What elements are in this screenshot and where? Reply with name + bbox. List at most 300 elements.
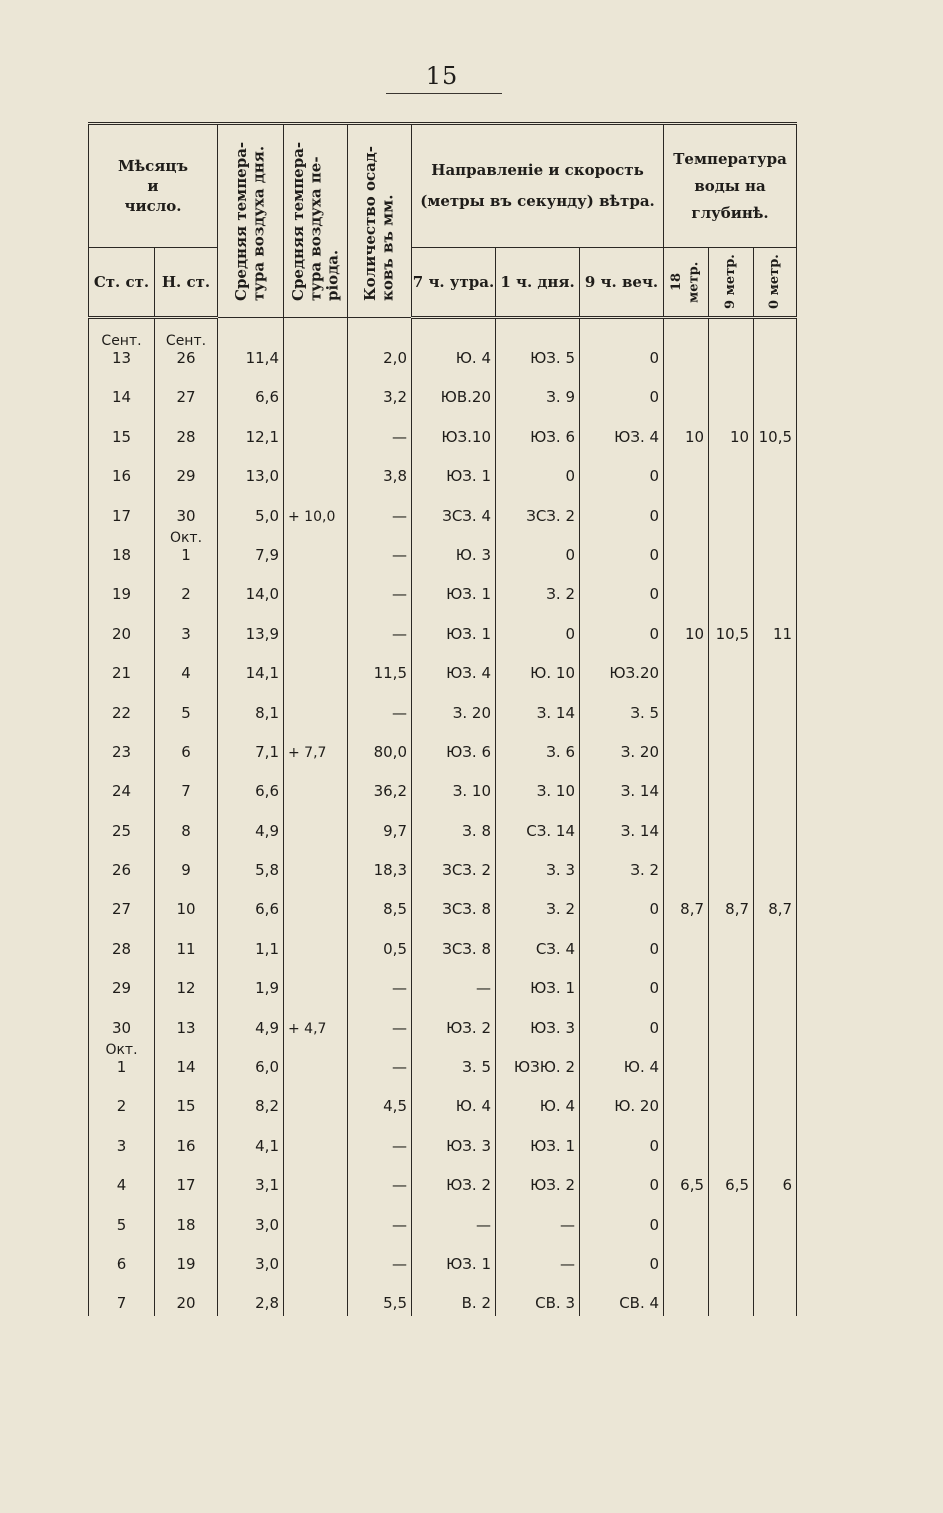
cell-value: 18 <box>176 1215 196 1234</box>
depth-0-temp-cell <box>754 686 797 725</box>
cell-value: 18,3 <box>373 861 407 880</box>
new-style-date-cell <box>155 1198 218 1237</box>
cell-value: 0 <box>649 506 660 525</box>
new-style-date-cell <box>155 489 218 528</box>
cell-value: З. 6 <box>546 742 575 761</box>
avg-day-temp-cell <box>218 568 284 607</box>
cell-value: — <box>392 427 407 446</box>
old-style-date-cell <box>89 883 155 922</box>
table-row <box>89 726 797 765</box>
table-row <box>89 804 797 843</box>
cell-value: — <box>392 1215 407 1234</box>
cell-value: 2,0 <box>383 349 407 367</box>
avg-day-temp-cell <box>218 318 284 372</box>
wind-7am-cell <box>412 804 496 843</box>
depth-0-temp-cell <box>754 765 797 804</box>
new-style-date-cell <box>155 1277 218 1316</box>
depth-0-temp-cell <box>754 1080 797 1119</box>
cell-value: 3,0 <box>255 1254 279 1273</box>
wind-9pm-cell <box>580 529 664 568</box>
cell-value: 20 <box>111 624 132 643</box>
avg-day-temp-cell <box>218 844 284 883</box>
depth-0-temp-cell <box>754 1041 797 1080</box>
old-style-date-cell <box>89 922 155 961</box>
new-style-date-cell <box>155 371 218 410</box>
cell-value: 11 <box>176 939 196 958</box>
wind-9pm-cell <box>580 1041 664 1080</box>
table-row <box>89 765 797 804</box>
cell-value: З. 8 <box>462 821 491 840</box>
cell-value: З. 5 <box>630 703 660 722</box>
avg-period-temp-cell <box>284 686 348 725</box>
cell-value: 27 <box>111 900 132 919</box>
avg-day-temp-cell <box>218 1159 284 1198</box>
table-row <box>89 1041 797 1080</box>
avg-day-temp-cell <box>218 922 284 961</box>
depth-18-temp-cell <box>664 1277 709 1316</box>
wind-7am-cell <box>412 844 496 883</box>
water-temp-header <box>664 124 797 248</box>
cell-value: 3,1 <box>255 1176 279 1195</box>
depth-9-temp-cell <box>709 1001 754 1040</box>
cell-value: — <box>476 1215 491 1234</box>
wind-7am-header: 7 ч. утра. <box>412 248 496 318</box>
avg-period-temp-cell <box>284 1238 348 1277</box>
depth-0-temp-cell <box>754 410 797 449</box>
table-row <box>89 962 797 1001</box>
new-style-date-cell <box>155 529 218 568</box>
old-style-date-cell <box>89 1277 155 1316</box>
depth-9-temp-cell <box>709 1119 754 1158</box>
old-style-header: Ст. ст. <box>89 248 155 318</box>
cell-value: 12 <box>176 979 196 998</box>
cell-value: 14 <box>176 1058 196 1077</box>
cell-value: — <box>392 506 407 525</box>
cell-value: 5 <box>116 1215 127 1234</box>
new-style-date-cell <box>155 318 218 372</box>
wind-7am-cell <box>412 1198 496 1237</box>
cell-value: — <box>392 624 407 643</box>
cell-value: 10,5 <box>715 624 750 643</box>
wind-7am-cell <box>412 607 496 646</box>
avg-day-temp-cell <box>218 804 284 843</box>
old-style-date-cell <box>89 1238 155 1277</box>
depth-9-temp-cell <box>709 686 754 725</box>
depth-0-temp-cell <box>754 489 797 528</box>
depth-0-temp-cell <box>754 962 797 1001</box>
avg-day-temp-cell <box>218 1080 284 1119</box>
cell-value: 7 <box>181 782 191 801</box>
avg-period-temp-cell <box>284 607 348 646</box>
cell-value: 30 <box>176 506 196 525</box>
wind-1pm-cell <box>496 1159 580 1198</box>
wind-1pm-cell <box>496 844 580 883</box>
avg-day-temp-cell <box>218 686 284 725</box>
depth-9-temp-cell <box>709 804 754 843</box>
cell-value: 15 <box>111 427 132 446</box>
wind-1pm-cell <box>496 489 580 528</box>
cell-value: Ю. 4 <box>539 1097 575 1116</box>
cell-value: ЗСЗ. 2 <box>526 506 575 525</box>
wind-1pm-cell <box>496 1277 580 1316</box>
avg-period-temp-cell <box>284 647 348 686</box>
cell-value: 10,5 <box>758 427 793 446</box>
avg-period-temp-cell <box>284 1198 348 1237</box>
wind-9pm-cell <box>580 450 664 489</box>
cell-value: 0 <box>649 979 660 998</box>
old-style-date-cell <box>89 804 155 843</box>
wind-9pm-cell <box>580 371 664 410</box>
cell-value: 8,7 <box>768 900 793 919</box>
precipitation-cell <box>348 844 412 883</box>
cell-value: ЮЗ. 4 <box>446 664 491 683</box>
wind-1pm-cell <box>496 765 580 804</box>
depth-18-temp-cell <box>664 1080 709 1119</box>
avg-period-temp-cell <box>284 410 348 449</box>
cell-value: 5,0 <box>255 506 279 525</box>
wind-9pm-cell <box>580 1119 664 1158</box>
precipitation-cell <box>348 1080 412 1119</box>
cell-value: З. 3 <box>546 861 575 880</box>
table-row <box>89 318 797 372</box>
table-row <box>89 844 797 883</box>
cell-value: 0 <box>649 1176 660 1195</box>
cell-value: 0,5 <box>383 939 407 958</box>
cell-value: З. 2 <box>630 861 660 880</box>
wind-7am-cell <box>412 765 496 804</box>
wind-1pm-cell <box>496 529 580 568</box>
old-style-date-cell <box>89 1198 155 1237</box>
page-number-rule <box>386 93 502 94</box>
wind-1pm-cell <box>496 318 580 372</box>
wind-1pm-cell <box>496 686 580 725</box>
cell-value: 19 <box>111 585 132 604</box>
table-row <box>89 1238 797 1277</box>
depth-0-temp-cell <box>754 726 797 765</box>
cell-value: Ю. 10 <box>530 664 575 683</box>
new-style-date-cell <box>155 962 218 1001</box>
depth-18-temp-cell <box>664 686 709 725</box>
cell-value: ЮЗ. 2 <box>446 1018 491 1037</box>
cell-value: 6,5 <box>680 1176 705 1195</box>
precipitation-cell <box>348 686 412 725</box>
cell-value: ЮЗ. 1 <box>530 1136 575 1155</box>
depth-9-temp-cell <box>709 450 754 489</box>
precipitation-cell <box>348 489 412 528</box>
cell-value: 0 <box>565 545 575 564</box>
month-label: Окт. <box>169 529 203 546</box>
cell-value: 28 <box>111 939 132 958</box>
precipitation-cell <box>348 450 412 489</box>
wind-9pm-cell <box>580 1001 664 1040</box>
cell-value: 5,5 <box>383 1294 407 1313</box>
depth-9-temp-cell <box>709 489 754 528</box>
cell-value: 22 <box>111 703 132 722</box>
old-style-date-cell <box>89 1001 155 1040</box>
depth-9-temp-cell <box>709 726 754 765</box>
depth-18-temp-cell <box>664 529 709 568</box>
cell-value: 4 <box>116 1176 127 1195</box>
cell-value: 4,1 <box>255 1136 279 1155</box>
precipitation-cell <box>348 647 412 686</box>
depth-0-temp-cell <box>754 1159 797 1198</box>
precipitation-header <box>348 124 412 318</box>
wind-9pm-cell <box>580 922 664 961</box>
cell-value: 0 <box>649 900 660 919</box>
cell-value: 0 <box>649 939 660 958</box>
cell-value: 28 <box>176 427 196 446</box>
cell-value: 29 <box>111 979 132 998</box>
cell-value: 3,8 <box>383 467 407 486</box>
avg-day-temp-cell <box>218 1198 284 1237</box>
cell-value: ЗСЗ. 8 <box>442 939 491 958</box>
precipitation-header-text: Количество осад- ковъ въ мм. <box>361 145 397 301</box>
cell-value: 36,2 <box>373 782 407 801</box>
cell-value: ЮЗ.20 <box>609 664 660 683</box>
cell-value: З. 14 <box>620 821 660 840</box>
wind-9pm-cell <box>580 962 664 1001</box>
depth-9-temp-cell <box>709 844 754 883</box>
wind-1pm-cell <box>496 410 580 449</box>
avg-day-temp-cell <box>218 371 284 410</box>
wind-7am-cell <box>412 1080 496 1119</box>
wind-9pm-cell <box>580 686 664 725</box>
wind-9pm-cell <box>580 647 664 686</box>
cell-value: — <box>392 979 407 998</box>
avg-period-temp-cell <box>284 489 348 528</box>
cell-value: 3,2 <box>383 388 407 407</box>
depth-18-temp-cell <box>664 804 709 843</box>
cell-value: ЮЗ. 2 <box>530 1176 575 1195</box>
cell-value: 6,6 <box>255 388 279 407</box>
precipitation-cell <box>348 1119 412 1158</box>
cell-value: — <box>476 979 491 998</box>
depth-18-temp-cell <box>664 1198 709 1237</box>
wind-1pm-cell <box>496 726 580 765</box>
cell-value: 6 <box>181 742 191 761</box>
cell-value: ЮЗЮ. 2 <box>513 1058 575 1077</box>
new-style-date-cell <box>155 647 218 686</box>
new-style-date-cell <box>155 568 218 607</box>
table-row <box>89 1080 797 1119</box>
cell-value: 16 <box>111 467 132 486</box>
cell-value: 8,7 <box>725 900 750 919</box>
cell-value: 27 <box>176 388 196 407</box>
wind-7am-cell <box>412 489 496 528</box>
cell-value: ЮЗ. 1 <box>446 467 491 486</box>
new-style-header: Н. ст. <box>155 248 218 318</box>
avg-day-temp-cell <box>218 962 284 1001</box>
new-style-date-cell <box>155 726 218 765</box>
depth-18-header-text: 18 метр. <box>669 261 703 303</box>
new-style-date-cell <box>155 1001 218 1040</box>
cell-value: — <box>560 1215 575 1234</box>
cell-value: ЮЗ. 1 <box>530 979 575 998</box>
wind-9pm-cell <box>580 726 664 765</box>
avg-period-temp-header-text: Средняя темпера- тура воздуха пе- ріода. <box>288 141 342 301</box>
cell-value: Ю. 4 <box>455 1097 491 1116</box>
cell-value: 14 <box>111 388 132 407</box>
cell-value: 0 <box>649 545 660 564</box>
table-row <box>89 607 797 646</box>
avg-period-temp-cell <box>284 804 348 843</box>
cell-value: СВ. 3 <box>535 1294 575 1313</box>
depth-9-temp-cell <box>709 410 754 449</box>
wind-9pm-cell <box>580 607 664 646</box>
depth-9-temp-cell <box>709 529 754 568</box>
cell-value: ЮЗ. 3 <box>446 1136 491 1155</box>
wind-9pm-cell <box>580 804 664 843</box>
cell-value: 4 <box>181 664 191 683</box>
old-style-date-cell <box>89 844 155 883</box>
avg-period-temp-cell <box>284 1041 348 1080</box>
cell-value: З. 10 <box>536 782 575 801</box>
new-style-date-cell <box>155 765 218 804</box>
cell-value: З. 20 <box>620 742 660 761</box>
table-row <box>89 1001 797 1040</box>
wind-7am-cell <box>412 647 496 686</box>
old-style-date-cell <box>89 607 155 646</box>
depth-18-temp-cell <box>664 726 709 765</box>
wind-1pm-cell <box>496 883 580 922</box>
depth-9-temp-cell <box>709 1041 754 1080</box>
depth-18-temp-cell <box>664 1041 709 1080</box>
old-style-date-cell <box>89 450 155 489</box>
cell-value: 9,7 <box>383 821 407 840</box>
precipitation-cell <box>348 529 412 568</box>
precipitation-cell <box>348 1159 412 1198</box>
wind-1pm-cell <box>496 1001 580 1040</box>
wind-header <box>412 124 664 248</box>
cell-value: 2,8 <box>255 1294 279 1313</box>
table-row <box>89 529 797 568</box>
avg-period-temp-cell <box>284 1159 348 1198</box>
cell-value: 15 <box>176 1097 196 1116</box>
old-style-date-cell <box>89 489 155 528</box>
table-header <box>89 124 797 318</box>
month-label: Сент. <box>101 333 142 349</box>
old-style-date-cell <box>89 529 155 568</box>
wind-9pm-cell <box>580 765 664 804</box>
cell-value: 14,0 <box>245 585 279 604</box>
cell-value: 30 <box>111 1018 132 1037</box>
wind-9pm-cell <box>580 1159 664 1198</box>
table-row <box>89 1119 797 1158</box>
depth-0-temp-cell <box>754 568 797 607</box>
precipitation-cell <box>348 883 412 922</box>
depth-0-temp-cell <box>754 371 797 410</box>
cell-value: 0 <box>649 624 660 643</box>
depth-0-temp-cell <box>754 1198 797 1237</box>
depth-0-header <box>754 248 797 318</box>
depth-9-temp-cell <box>709 318 754 372</box>
depth-9-temp-cell <box>709 1198 754 1237</box>
depth-0-temp-cell <box>754 1001 797 1040</box>
avg-period-temp-cell <box>284 371 348 410</box>
weather-table-container <box>88 122 796 1372</box>
old-style-date-cell <box>89 686 155 725</box>
depth-9-temp-cell <box>709 922 754 961</box>
avg-period-temp-cell <box>284 765 348 804</box>
depth-9-temp-cell <box>709 607 754 646</box>
cell-value: 16 <box>176 1136 196 1155</box>
cell-value: Ю. 20 <box>614 1097 660 1116</box>
cell-value: 0 <box>565 467 575 486</box>
cell-value: 7,1 <box>255 742 279 761</box>
cell-value: СВ. 4 <box>619 1294 660 1313</box>
month-label: Сент. <box>165 333 207 349</box>
table-row <box>89 647 797 686</box>
cell-value: + 7,7 <box>288 744 327 761</box>
depth-9-temp-cell <box>709 568 754 607</box>
cell-value: 6 <box>782 1176 793 1195</box>
avg-period-temp-cell <box>284 1277 348 1316</box>
wind-9pm-cell <box>580 489 664 528</box>
cell-value: З. 14 <box>536 703 575 722</box>
depth-0-temp-cell <box>754 844 797 883</box>
cell-value: 10 <box>684 427 705 446</box>
wind-9pm-cell <box>580 1198 664 1237</box>
new-style-date-cell <box>155 1041 218 1080</box>
new-style-date-cell <box>155 922 218 961</box>
old-style-date-cell <box>89 1080 155 1119</box>
wind-7am-cell <box>412 371 496 410</box>
cell-value: 5 <box>181 703 191 722</box>
cell-value: ЗСЗ. 8 <box>442 900 491 919</box>
new-style-date-cell <box>155 844 218 883</box>
cell-value: ЗСЗ. 2 <box>442 861 491 880</box>
cell-value: 6 <box>116 1254 127 1273</box>
new-style-date-cell <box>155 1119 218 1158</box>
wind-1pm-cell <box>496 804 580 843</box>
new-style-date-cell <box>155 1080 218 1119</box>
depth-0-temp-cell <box>754 529 797 568</box>
depth-18-temp-cell <box>664 883 709 922</box>
table-row <box>89 371 797 410</box>
new-style-date-cell <box>155 410 218 449</box>
cell-value: — <box>392 703 407 722</box>
cell-value: 6,6 <box>255 900 279 919</box>
cell-value: ЮЗ. 3 <box>530 1018 575 1037</box>
cell-value: 13 <box>111 349 132 367</box>
cell-value: З. 5 <box>462 1058 491 1077</box>
cell-value: — <box>392 585 407 604</box>
wind-7am-cell <box>412 450 496 489</box>
cell-value: 12,1 <box>245 427 279 446</box>
cell-value: З. 14 <box>620 782 660 801</box>
cell-value: 8,2 <box>255 1097 279 1116</box>
depth-0-temp-cell <box>754 450 797 489</box>
cell-value: 7,9 <box>255 545 279 564</box>
cell-value: 0 <box>649 1215 660 1234</box>
cell-value: 3 <box>116 1136 127 1155</box>
avg-period-temp-cell <box>284 962 348 1001</box>
depth-0-temp-cell <box>754 318 797 372</box>
wind-1pm-cell <box>496 1119 580 1158</box>
new-style-date-cell <box>155 1159 218 1198</box>
wind-7am-cell <box>412 1238 496 1277</box>
wind-1pm-header: 1 ч. дня. <box>496 248 580 318</box>
depth-18-temp-cell <box>664 1119 709 1158</box>
cell-value: 4,9 <box>255 1018 279 1037</box>
wind-9pm-cell <box>580 1238 664 1277</box>
cell-value: 25 <box>111 821 132 840</box>
avg-day-temp-header-text: Средняя темпера- тура воздуха дня. <box>232 141 268 301</box>
wind-7am-cell <box>412 1001 496 1040</box>
cell-value: 2 <box>116 1097 127 1116</box>
depth-18-temp-cell <box>664 844 709 883</box>
wind-7am-cell <box>412 962 496 1001</box>
